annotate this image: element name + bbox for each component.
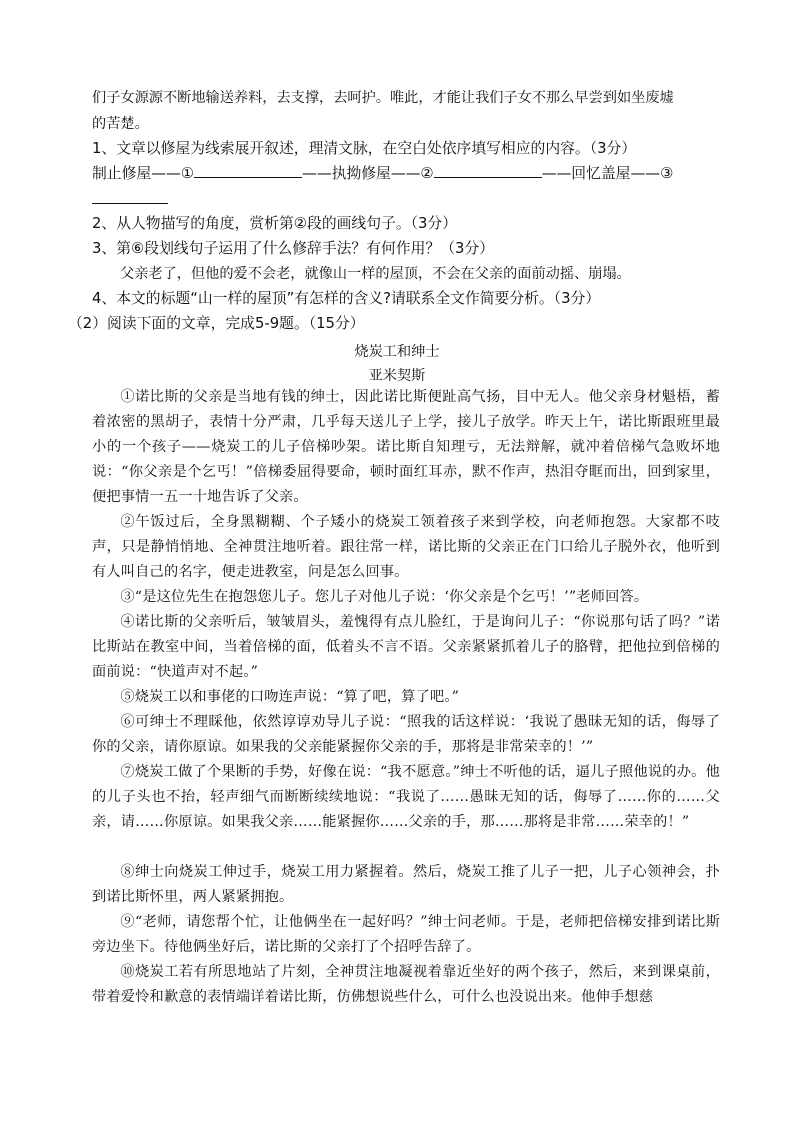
answer-blank-1[interactable] — [194, 163, 302, 178]
question-2: 2、从人物描写的角度，赏析第②段的画线句子。（3分） — [92, 215, 458, 232]
paragraph-5: ⑤烧炭工以和事佬的口吻连声说：“算了吧，算了吧。” — [120, 689, 460, 705]
paragraph-10: ⑩烧炭工若有所思地站了片刻，全神贯注地凝视着靠近坐好的两个孩子，然后，来到课桌前，带着爱怜和歉意的表情端详着诺比斯，仿佛想说些什么，可什么也没说出来。他伸手想慈 — [92, 964, 720, 1005]
continued-text-line-1: 们子女源源不断地输送养料，去支撑，去呵护。唯此，才能让我们子女不那么早尝到如坐废墟 — [92, 90, 674, 106]
paragraph-7: ⑦烧炭工做了个果断的手势，好像在说：“我不愿意。”绅士不听他的话，逼儿子照他说的办。他的儿子头也不抬，轻声细气而断断续续地说：“我说了……愚昧无知的话，侮辱了……你的……父亲，请……你原谅。如果我父亲……能紧握你……父亲的手，那……那将是非常……荣幸的！” — [92, 764, 720, 830]
paragraph-6: ⑥可绅士不理睬他，依然谆谆劝导儿子说：“照我的话这样说：‘我说了愚昧无知的话，侮辱了你的父亲，请你原谅。如果我的父亲能紧握你父亲的手，那将是非常荣幸的！’” — [92, 714, 720, 755]
answer-blank-2[interactable] — [434, 163, 542, 178]
paragraph-8: ⑧绅士向烧炭工伸过手，烧炭工用力紧握着。然后，烧炭工推了儿子一把，儿子心领神会，扑到诺比斯怀里，两人紧紧拥抱。 — [92, 864, 720, 905]
paragraph-2: ②午饭过后，全身黑糊糊、个子矮小的烧炭工领着孩子来到学校，向老师抱怨。大家都不吱声，只是静悄悄地、全神贯注地听着。跟往常一样，诺比斯的父亲正在门口给儿子脱外衣，他听到有人叫自己的名字，便走进教室，问是怎么回事。 — [92, 514, 720, 580]
fill-prefix-1: 制止修屋——① — [92, 165, 195, 182]
fill-prefix-3: ——回忆盖屋——③ — [541, 165, 674, 182]
continued-text-line-2: 的苦楚。 — [92, 116, 149, 132]
question-1: 1、文章以修屋为线索展开叙述，理清文脉，在空白处依序填写相应的内容。（3分） — [92, 140, 637, 157]
paragraph-4: ④诺比斯的父亲听后，皱皱眉头，羞愧得有点儿脸红，于是询问儿子：“你说那句话了吗？”诺比斯站在教室中间，当着倍梯的面，低着头不言不语。父亲紧紧抓着儿子的胳臂，把他拉到倍梯的面前说：“快道声对不起。” — [92, 614, 720, 680]
section-2-heading: （2）阅读下面的文章，完成5-9题。（15分） — [68, 315, 365, 332]
question-3: 3、第⑥段划线句子运用了什么修辞手法？有何作用？（3分） — [92, 240, 495, 257]
answer-blank-3[interactable] — [92, 203, 168, 204]
paragraph-3: ③“是这位先生在抱怨您儿子。您儿子对他儿子说：‘你父亲是个乞丐！’”老师回答。 — [120, 589, 649, 605]
paragraph-1: ①诺比斯的父亲是当地有钱的绅士，因此诺比斯便趾高气扬，目中无人。他父亲身材魁梧，蓄着浓密的黑胡子，表情十分严肃，几乎每天送儿子上学，接儿子放学。昨天上午，诺比斯跟班里最小的一个孩子——烧炭工的儿子倍梯吵架。诺比斯自知理亏，无法辩解，就冲着倍梯气急败坏地说：“你父亲是个乞丐！”倍梯委屈得要命，顿时面红耳赤，默不作声，热泪夺眶而出，回到家里，便把事情一五一十地告诉了父亲。 — [92, 389, 720, 505]
paragraph-9: ⑨“老师，请您帮个忙，让他俩坐在一起好吗？”绅士问老师。于是，老师把倍梯安排到诺比斯旁边坐下。待他俩坐好后，诺比斯的父亲打了个招呼告辞了。 — [92, 914, 720, 955]
question-4: 4、本文的标题“山一样的屋顶”有怎样的含义?请联系全文作简要分析。（3分） — [92, 290, 601, 307]
article-title: 烧炭工和绅士 — [354, 344, 440, 360]
question-1-fill-line — [92, 162, 673, 186]
fill-prefix-2: ——执拗修屋——② — [302, 165, 434, 182]
quoted-sentence: 父亲老了，但他的爱不会老，就像山一样的屋顶，不会在父亲的面前动摇、崩塌。 — [120, 266, 631, 282]
article-author: 亚米契斯 — [368, 368, 426, 384]
